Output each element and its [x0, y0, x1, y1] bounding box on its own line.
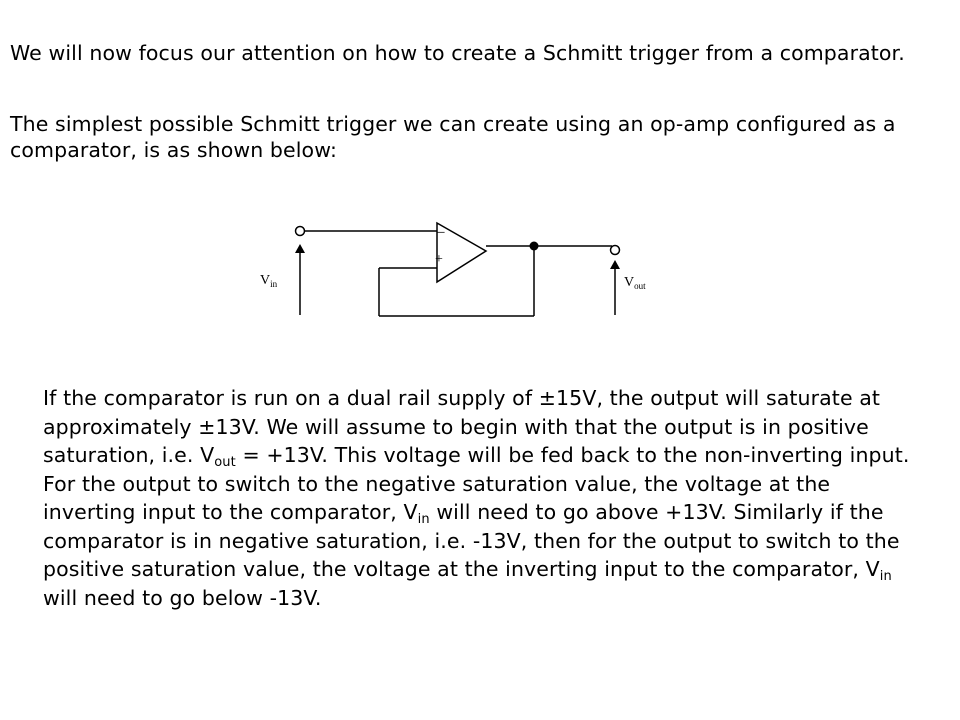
vin-subscript-2: in	[879, 569, 892, 584]
vin-label: $V_{in}$	[260, 273, 278, 289]
vout-label: $V_{out}$	[624, 275, 646, 291]
vin-terminal	[296, 227, 305, 236]
schmitt-trigger-circuit-diagram	[240, 205, 680, 335]
vout-arrowhead	[610, 260, 620, 269]
minus-sign: –	[437, 224, 445, 240]
plus-sign: +	[435, 252, 443, 267]
explanation-paragraph	[43, 384, 923, 612]
explanation-text-3: will need to go above +13V. Similarly if the comparator is in negative saturation, i.e. -13V, then for the output to switch to the positive saturation value, the voltage at the inverting input to the comparator, V	[43, 500, 900, 581]
vin-arrowhead	[295, 244, 305, 253]
intro-paragraph-1: We will now focus our attention on how to create a Schmitt trigger from a comparator.	[10, 41, 905, 65]
vout-terminal	[611, 246, 620, 255]
explanation-text-4: will need to go below -13V.	[43, 585, 322, 610]
vout-subscript: out	[214, 455, 236, 470]
junction-dot	[530, 242, 539, 251]
explanation-text-2: = +13V. This voltage will be fed back to the non-inverting input. For the output to switch to the negative saturation value, the voltage at the inverting input to the comparator, V	[43, 443, 910, 524]
intro-paragraph-2: The simplest possible Schmitt trigger we can create using an op-amp configured as a comparator, is as shown below:	[10, 112, 896, 162]
explanation-text-1: If the comparator is run on a dual rail supply of ±15V, the output will saturate at approximately ±13V. We will assume to begin with that the output is in positive saturation, i.e. V	[43, 386, 881, 467]
vin-subscript-1: in	[417, 512, 430, 527]
